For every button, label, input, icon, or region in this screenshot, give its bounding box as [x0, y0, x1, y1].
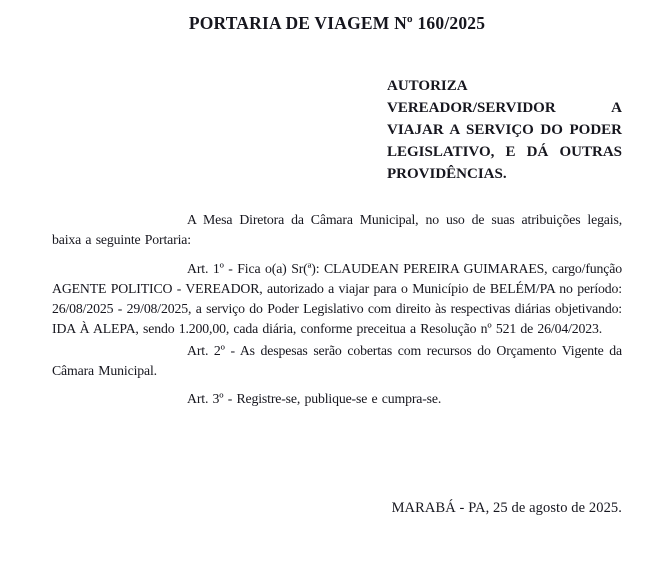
article-2-paragraph: Art. 2º - As despesas serão cobertas com recursos do Orçamento Vigente da Câmara Municipal.: [52, 343, 622, 378]
article-1-paragraph: Art. 1º - Fica o(a) Sr(ª): CLAUDEAN PEREIRA GUIMARAES, cargo/função AGENTE POLITICO - VEREADOR, autorizado a viajar para o Município de BELÉM/PA no período: 26/08/2025 - 29/08/2025, a serviço do Poder Legislativo com direito às respectivas diárias objetivando: IDA À ALEPA, sendo 1.200,00, cada diária, conforme preceitua a Resolução nº 521 de 26/04/2023.: [52, 261, 622, 336]
dateline: MARABÁ - PA, 25 de agosto de 2025.: [391, 500, 622, 516]
article-3-paragraph: Art. 3º - Registre-se, publique-se e cumpra-se.: [187, 391, 442, 406]
epigraph-block: AUTORIZA VEREADOR/SERVIDOR A VIAJAR A SERVIÇO DO PODER LEGISLATIVO, E DÁ OUTRAS PROVIDÊNCIAS.: [387, 78, 622, 182]
preamble-paragraph: A Mesa Diretora da Câmara Municipal, no uso de suas atribuições legais, baixa a seguinte Portaria:: [52, 212, 622, 247]
portaria-title: PORTARIA DE VIAGEM Nº 160/2025: [188, 13, 486, 33]
